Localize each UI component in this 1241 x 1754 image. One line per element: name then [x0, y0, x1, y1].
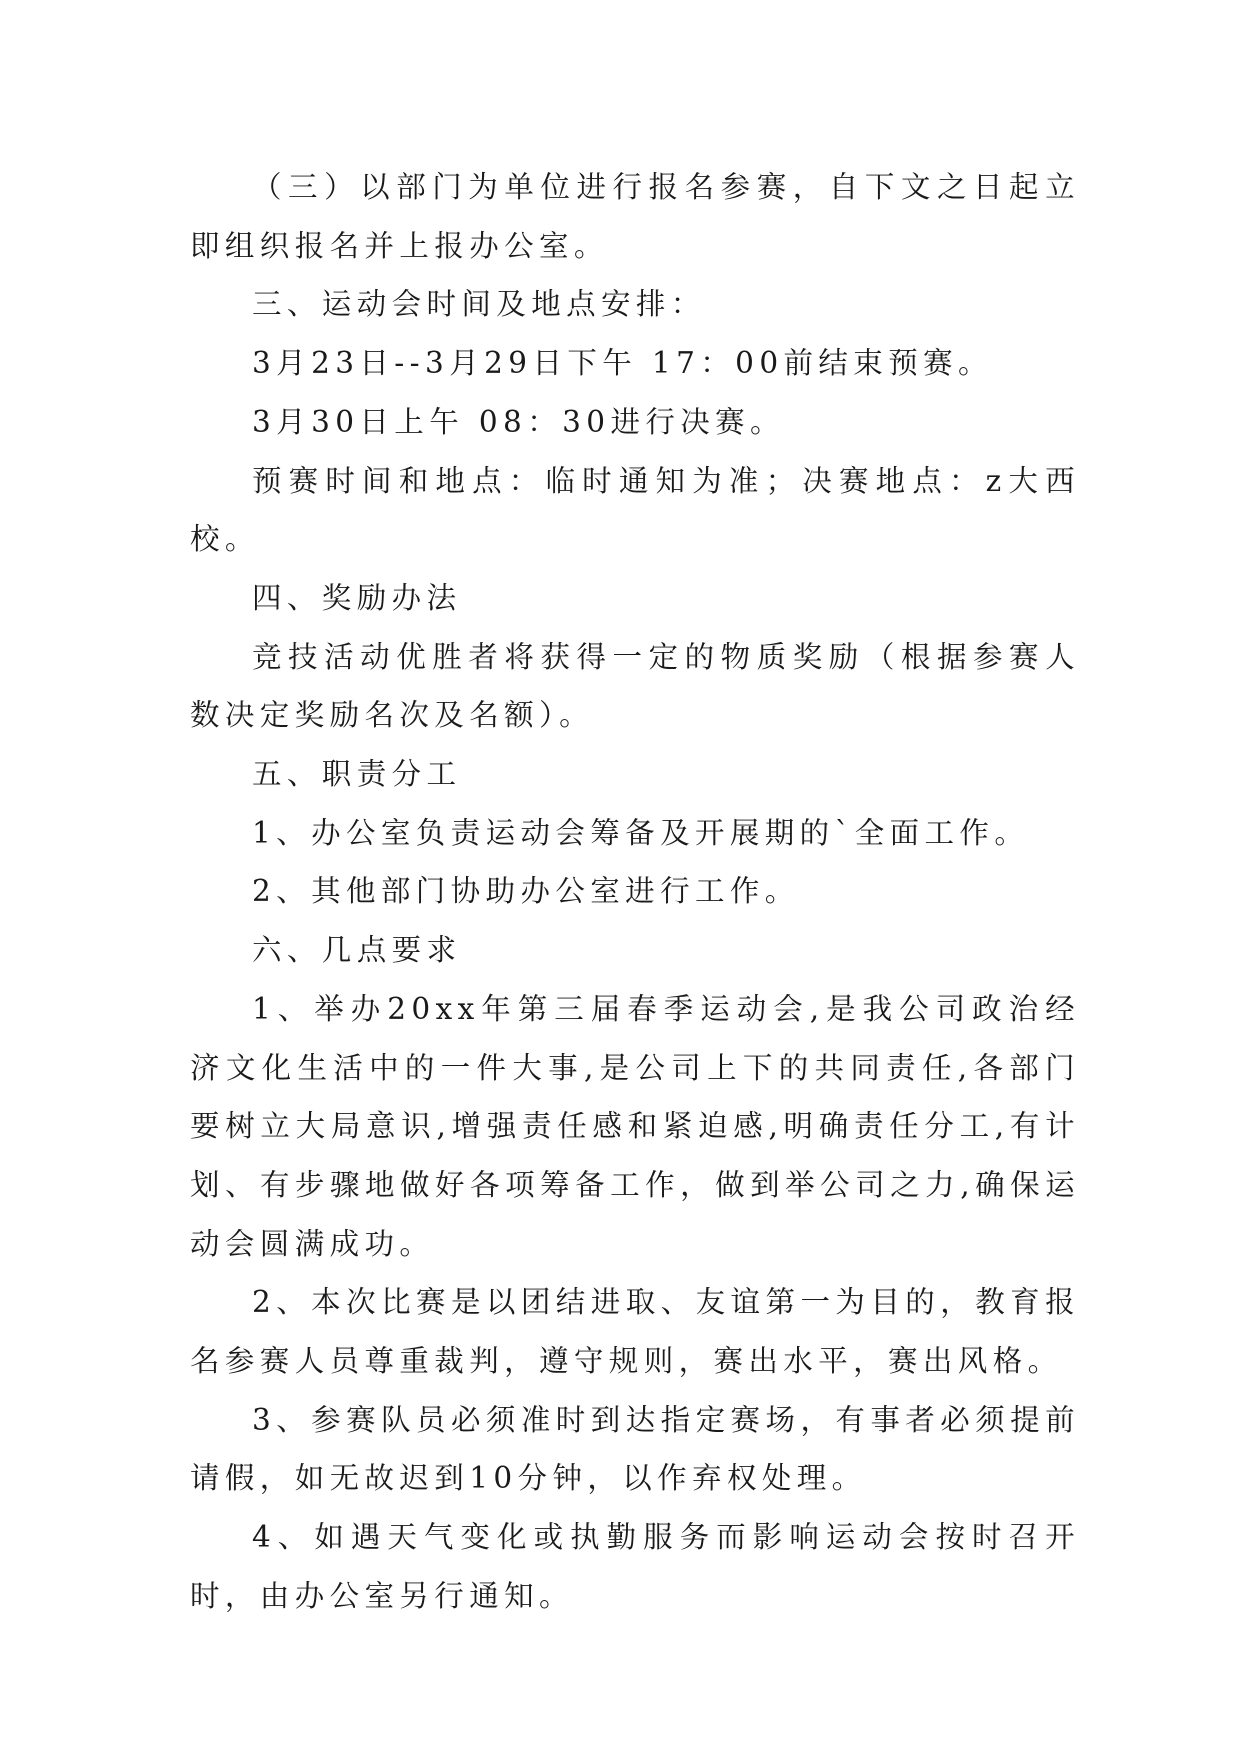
paragraph-requirement-1: 1、举办20xx年第三届春季运动会,是我公司政治经济文化生活中的一件大事,是公司上下的共同责任,各部门要树立大局意识,增强责任感和紧迫感,明确责任分工,有计划、有步骤地做好各项筹备工作，做到举公司之力,确保运动会圆满成功。 — [190, 991, 1080, 1261]
paragraph-final-date: 3月30日上午 08：30进行决赛。 — [252, 404, 785, 439]
paragraph-requirement-2: 2、本次比赛是以团结进取、友谊第一为目的，教育报名参赛人员尊重裁判，遵守规则，赛出水平，赛出风格。 — [190, 1285, 1080, 1379]
paragraph-registration: （三）以部门为单位进行报名参赛，自下文之日起立即组织报名并上报办公室。 — [190, 170, 1080, 263]
paragraph-awards: 竞技活动优胜者将获得一定的物质奖励（根据参赛人数决定奖励名次及名额）。 — [190, 639, 1080, 733]
paragraph-requirement-4: 4、如遇天气变化或执勤服务而影响运动会按时召开时，由办公室另行通知。 — [190, 1520, 1080, 1613]
heading-duties: 五、职责分工 — [252, 757, 462, 792]
paragraph-requirement-3: 3、参赛队员必须准时到达指定赛场，有事者必须提前请假，如无故迟到10分钟，以作弃权处理。 — [190, 1402, 1080, 1496]
heading-schedule: 三、运动会时间及地点安排： — [252, 287, 706, 322]
paragraph-prelim-dates: 3月23日--3月29日下午 17：00前结束预赛。 — [252, 346, 993, 381]
heading-awards: 四、奖励办法 — [252, 580, 462, 615]
paragraph-duty-1: 1、办公室负责运动会筹备及开展期的`全面工作。 — [252, 815, 1030, 850]
heading-requirements: 六、几点要求 — [252, 933, 462, 968]
paragraph-duty-2: 2、其他部门协助办公室进行工作。 — [252, 874, 800, 909]
paragraph-venue: 预赛时间和地点：临时通知为准；决赛地点：z大西校。 — [190, 463, 1080, 557]
document-body — [190, 158, 1080, 1626]
